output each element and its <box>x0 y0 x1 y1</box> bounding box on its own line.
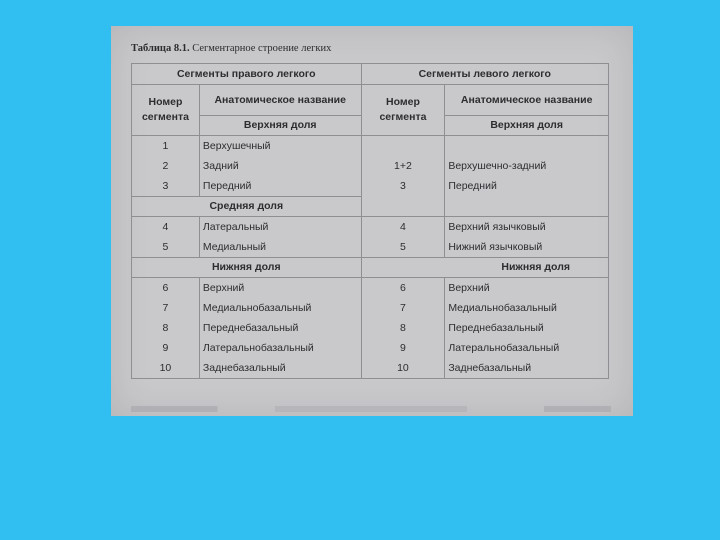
lung-segments-table <box>131 63 609 379</box>
textbook-photo <box>111 26 633 416</box>
left-upper-names-b <box>445 217 609 258</box>
header-left-segment-number: Номер сегмента <box>361 85 445 136</box>
right-middle-numbers <box>132 217 200 258</box>
header-right-anatomical-name: Анатомическое название <box>199 85 361 116</box>
left-upper-names-a <box>445 136 609 217</box>
segment-number: 4 <box>400 221 406 233</box>
segment-number: 10 <box>397 362 409 374</box>
segment-name: Нижний язычковый <box>448 241 543 253</box>
segment-name: Медиальный <box>202 241 267 253</box>
segment-number: 1+2 <box>394 160 412 172</box>
header-row-columns <box>132 85 609 116</box>
segment-name: Медиальнобазальный <box>202 302 312 314</box>
left-lower-names <box>445 278 609 379</box>
header-row-lungs <box>132 64 609 85</box>
right-lower-names <box>199 278 361 379</box>
segment-name: Верхний язычковый <box>448 221 546 233</box>
segment-number: 5 <box>400 241 406 253</box>
segment-name: Латеральнобазальный <box>448 342 560 354</box>
segment-number: 6 <box>162 282 169 294</box>
segment-number: 3 <box>162 180 169 192</box>
segment-number: 1 <box>162 140 169 152</box>
lobe-row-lower <box>132 258 609 278</box>
right-middle-names <box>199 217 361 258</box>
right-upper-names <box>199 136 361 197</box>
segment-name: Верхушечный <box>202 140 271 152</box>
segment-number: 3 <box>400 180 406 192</box>
header-right-lung: Сегменты правого легкого <box>132 64 362 85</box>
segment-number: 2 <box>162 160 169 172</box>
segment-number: 7 <box>400 302 406 314</box>
segment-name: Передний <box>448 180 497 192</box>
cut-off-text-line <box>131 406 611 412</box>
segment-name: Заднебазальный <box>448 362 532 374</box>
table-caption-text: Сегментарное строение легких <box>192 43 332 54</box>
header-right-segment-number: Номер сегмента <box>132 85 200 136</box>
header-left-anatomical-name: Анатомическое название <box>445 85 609 116</box>
lobe-left-upper: Верхняя доля <box>445 116 609 136</box>
right-upper-numbers <box>132 136 200 197</box>
segment-number: 6 <box>400 282 406 294</box>
right-lower-numbers <box>132 278 200 379</box>
segment-name: Переднебазальный <box>448 322 544 334</box>
header-left-lung: Сегменты левого легкого <box>361 64 608 85</box>
segment-number: 7 <box>162 302 169 314</box>
lobe-right-middle: Средняя доля <box>132 197 362 217</box>
left-upper-numbers-a <box>361 136 445 217</box>
segment-number: 8 <box>400 322 406 334</box>
segment-name: Заднебазальный <box>202 362 286 374</box>
segments-row-upper <box>132 136 609 197</box>
table-caption <box>131 43 331 54</box>
segments-row-middle <box>132 217 609 258</box>
left-lower-numbers <box>361 278 445 379</box>
segment-name: Латеральный <box>202 221 269 233</box>
segment-number: 4 <box>162 221 169 233</box>
segment-name: Переднебазальный <box>202 322 299 334</box>
lobe-right-upper: Верхняя доля <box>199 116 361 136</box>
segment-name: Медиальнобазальный <box>448 302 557 314</box>
segment-number: 5 <box>162 241 169 253</box>
lobe-left-lower: Нижняя доля <box>361 258 608 278</box>
segment-name: Латеральнобазальный <box>202 342 314 354</box>
segment-name: Верхний <box>448 282 490 294</box>
table-caption-label: Таблица 8.1. <box>131 43 190 54</box>
segment-number: 10 <box>159 362 172 374</box>
segment-number: 8 <box>162 322 169 334</box>
segment-name: Передний <box>202 180 252 192</box>
segment-name: Верхний <box>202 282 245 294</box>
left-upper-numbers-b <box>361 217 445 258</box>
segment-name: Верхушечно-задний <box>448 160 547 172</box>
segment-number: 9 <box>162 342 169 354</box>
segment-name: Задний <box>202 160 239 172</box>
lobe-right-lower: Нижняя доля <box>132 258 362 278</box>
segments-row-lower <box>132 278 609 379</box>
segment-number: 9 <box>400 342 406 354</box>
